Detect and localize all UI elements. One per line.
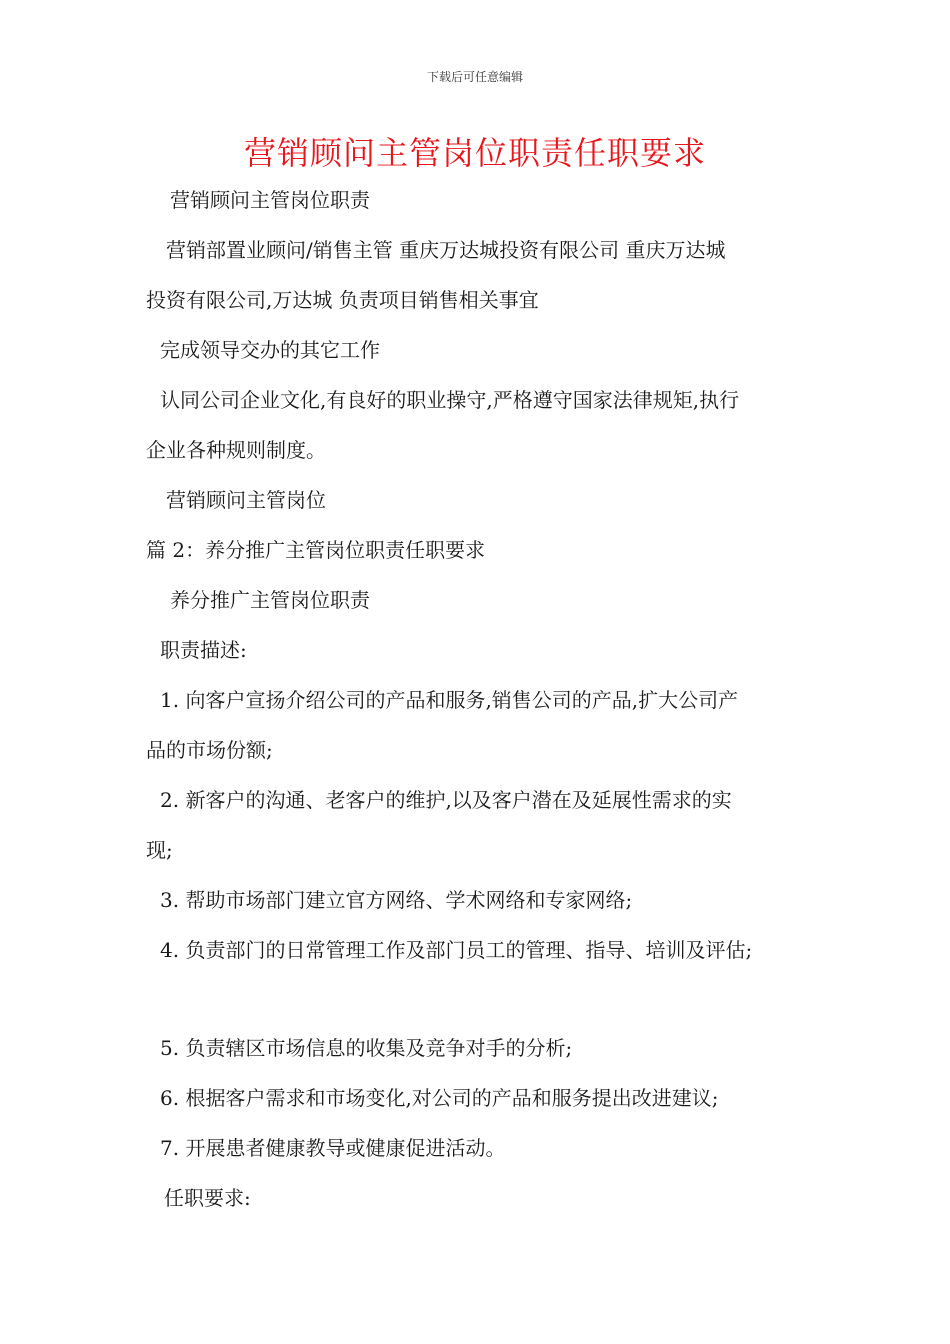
paragraph-line: 职责描述: (160, 638, 247, 662)
paragraph-line: 养分推广主管岗位职责 (170, 588, 370, 612)
list-item-continuation: 品的市场份额; (146, 738, 273, 762)
paragraph-line: 任职要求: (164, 1186, 251, 1210)
list-item: 4. 负责部门的日常管理工作及部门员工的管理、指导、培训及评估; (160, 938, 753, 962)
paragraph-line: 营销顾问主管岗位 (166, 488, 326, 512)
paragraph-line: 营销顾问主管岗位职责 (170, 188, 370, 212)
paragraph-line: 营销部置业顾问/销售主管 重庆万达城投资有限公司 重庆万达城 (166, 238, 726, 262)
document-title: 营销顾问主管岗位职责任职要求 (243, 134, 706, 172)
list-item: 7. 开展患者健康教导或健康促进活动。 (160, 1136, 506, 1160)
list-item: 6. 根据客户需求和市场变化,对公司的产品和服务提出改进建议; (160, 1086, 719, 1110)
list-item: 2. 新客户的沟通、老客户的维护,以及客户潜在及延展性需求的实 (160, 788, 732, 812)
paragraph-line: 投资有限公司,万达城 负责项目销售相关事宜 (146, 288, 539, 312)
list-item-continuation: 现; (146, 838, 173, 862)
paragraph-line: 完成领导交办的其它工作 (160, 338, 380, 362)
list-item: 1. 向客户宣扬介绍公司的产品和服务,销售公司的产品,扩大公司产 (160, 688, 739, 712)
section-heading: 篇 2：养分推广主管岗位职责任职要求 (146, 538, 486, 562)
header-note: 下载后可任意编辑 (426, 70, 523, 84)
list-item: 5. 负责辖区市场信息的收集及竞争对手的分析; (160, 1036, 573, 1060)
list-item: 3. 帮助市场部门建立官方网络、学术网络和专家网络; (160, 888, 633, 912)
paragraph-line: 企业各种规则制度。 (146, 438, 326, 462)
paragraph-line: 认同公司企业文化,有良好的职业操守,严格遵守国家法律规矩,执行 (160, 388, 740, 412)
